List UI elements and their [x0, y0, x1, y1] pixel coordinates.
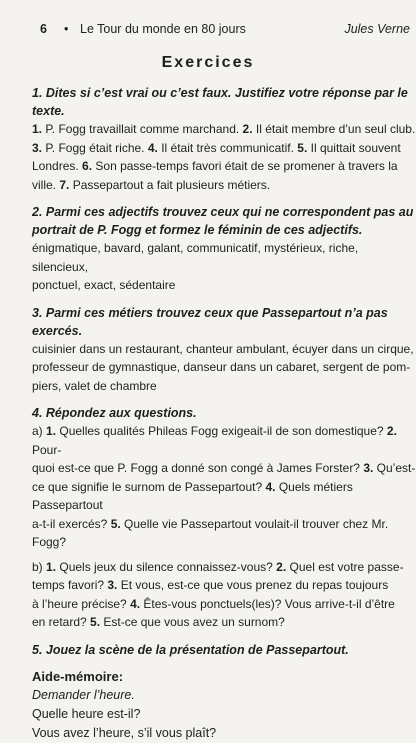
- header-bullet: •: [64, 22, 69, 36]
- question-text: Quelles qualités Phileas Fogg exigeait-il de son domestique?: [56, 424, 387, 438]
- aide-memoire-line: Demander l’heure.: [32, 687, 135, 702]
- part-label: a): [32, 424, 47, 438]
- exercise-5-heading: 5. Jouez la scène de la présentation de Passepartout.: [32, 642, 349, 657]
- question-text: Qu’est-: [373, 461, 416, 475]
- page-number: 6: [40, 22, 47, 36]
- question-text: Quels métiers Passepartout: [32, 479, 353, 512]
- item-number: 3.: [363, 461, 374, 475]
- item-number: 2.: [242, 122, 253, 136]
- job-list-line: piers, valet de chambre: [32, 378, 157, 393]
- item-number: 5.: [297, 140, 308, 155]
- job-list-line: professeur de gymnastique, danseur dans un cabaret, sergent de pom-: [32, 360, 411, 374]
- exercise-4-heading: 4. Répondez aux questions.: [32, 406, 197, 420]
- author-name: Jules Verne: [344, 22, 410, 36]
- question-line: [32, 558, 416, 577]
- question-text: quoi est-ce que P. Fogg a donné son congé à James Forster?: [32, 461, 364, 475]
- aide-memoire-line: Vous avez l’heure, s’il vous plaît?: [32, 725, 217, 740]
- book-title: Le Tour du monde en 80 jours: [80, 22, 246, 36]
- statement-text: P. Fogg travaillait comme marchand.: [42, 122, 243, 136]
- item-number: 1.: [46, 424, 57, 438]
- item-number: 2.: [386, 424, 397, 438]
- adjective-list-line: ponctuel, exact, sédentaire: [32, 278, 176, 292]
- question-text: à l’heure précise?: [32, 596, 131, 611]
- questions-part-a: [32, 422, 416, 552]
- spacer: [32, 659, 416, 668]
- statement-text: Passepartout a fait plusieurs métiers.: [69, 177, 271, 192]
- question-line: [32, 613, 416, 632]
- statement-text: Il quittait souvent: [307, 140, 401, 155]
- question-text: en retard?: [32, 615, 91, 629]
- question-line: [32, 576, 416, 595]
- item-number: 1.: [46, 559, 57, 574]
- question-text: ce que signifie le surnom de Passepartout?: [32, 479, 266, 494]
- aide-memoire-line: Quelle heure est-il?: [32, 706, 141, 721]
- page-header: [40, 22, 410, 40]
- exercise-2-heading-line: 2. Parmi ces adjectifs trouvez ceux qui ne correspondent pas au: [32, 205, 414, 219]
- item-number: 4.: [147, 140, 158, 155]
- statement-line: [32, 120, 416, 139]
- item-number: 5.: [110, 516, 121, 531]
- statement-text: Il était membre d’un seul club.: [252, 122, 416, 136]
- spacer: [32, 194, 416, 203]
- statement-line: [32, 157, 416, 176]
- question-text: Quel est votre passe-: [286, 559, 404, 574]
- exercises-content: [32, 84, 416, 743]
- statement-line: [32, 176, 416, 195]
- question-text: Pour-: [32, 442, 62, 457]
- question-text: Est-ce que vous avez un surnom?: [100, 615, 285, 629]
- item-number: 5.: [90, 615, 101, 629]
- item-number: 3.: [107, 578, 118, 592]
- question-text: temps favori?: [32, 578, 108, 592]
- question-text: Êtes-vous ponctuels(les)? Vous arrive-t-il d’être: [140, 596, 395, 611]
- item-number: 7.: [59, 177, 70, 192]
- question-text: a-t-il exercés?: [32, 516, 111, 531]
- adjective-list-line: énigmatique, bavard, galant, communicatif, mystérieux, riche, silencieux,: [32, 241, 359, 274]
- spacer: [32, 395, 416, 404]
- item-number: 1.: [32, 122, 43, 136]
- question-line: [32, 595, 416, 614]
- item-number: 4.: [265, 479, 276, 494]
- question-line: [32, 422, 416, 459]
- question-line: [32, 478, 416, 515]
- question-line: [32, 459, 416, 478]
- item-number: 3.: [32, 140, 43, 155]
- question-text: Quels jeux du silence connaissez-vous?: [56, 559, 277, 574]
- statement-text: Londres.: [32, 159, 83, 173]
- exercise-3-heading: 3. Parmi ces métiers trouvez ceux que Passepartout n’a pas exercés.: [32, 305, 388, 338]
- item-number: 4.: [130, 596, 141, 611]
- statement-text: P. Fogg était riche.: [42, 140, 148, 155]
- question-text: Et vous, est-ce que vous prenez du repas toujours: [117, 578, 389, 592]
- questions-part-b: [32, 558, 416, 632]
- question-line: [32, 515, 416, 552]
- job-list-line: cuisinier dans un restaurant, chanteur ambulant, écuyer dans un cirque,: [32, 341, 414, 356]
- question-text: Quelle vie Passepartout voulait-il trouver chez Mr. Fogg?: [32, 516, 389, 549]
- statement-text: ville.: [32, 177, 60, 192]
- section-title: Exercices: [161, 54, 255, 71]
- item-number: 2.: [276, 559, 287, 574]
- spacer: [32, 295, 416, 304]
- exercise-1-statements: [32, 120, 416, 194]
- statement-text: Son passe-temps favori était de se promener à travers la: [92, 159, 398, 173]
- part-label: b): [32, 559, 47, 574]
- statement-text: Il était très communicatif.: [157, 140, 298, 155]
- exercise-1-heading: 1. Dites si c’est vrai ou c’est faux. Justifiez votre réponse par le texte.: [32, 86, 408, 118]
- item-number: 6.: [82, 159, 93, 173]
- spacer: [32, 632, 416, 641]
- aide-memoire-heading: Aide-mémoire:: [32, 668, 124, 684]
- exercise-2-heading-line: portrait de P. Fogg et formez le féminin de ces adjectifs.: [32, 223, 363, 237]
- statement-line: [32, 139, 416, 158]
